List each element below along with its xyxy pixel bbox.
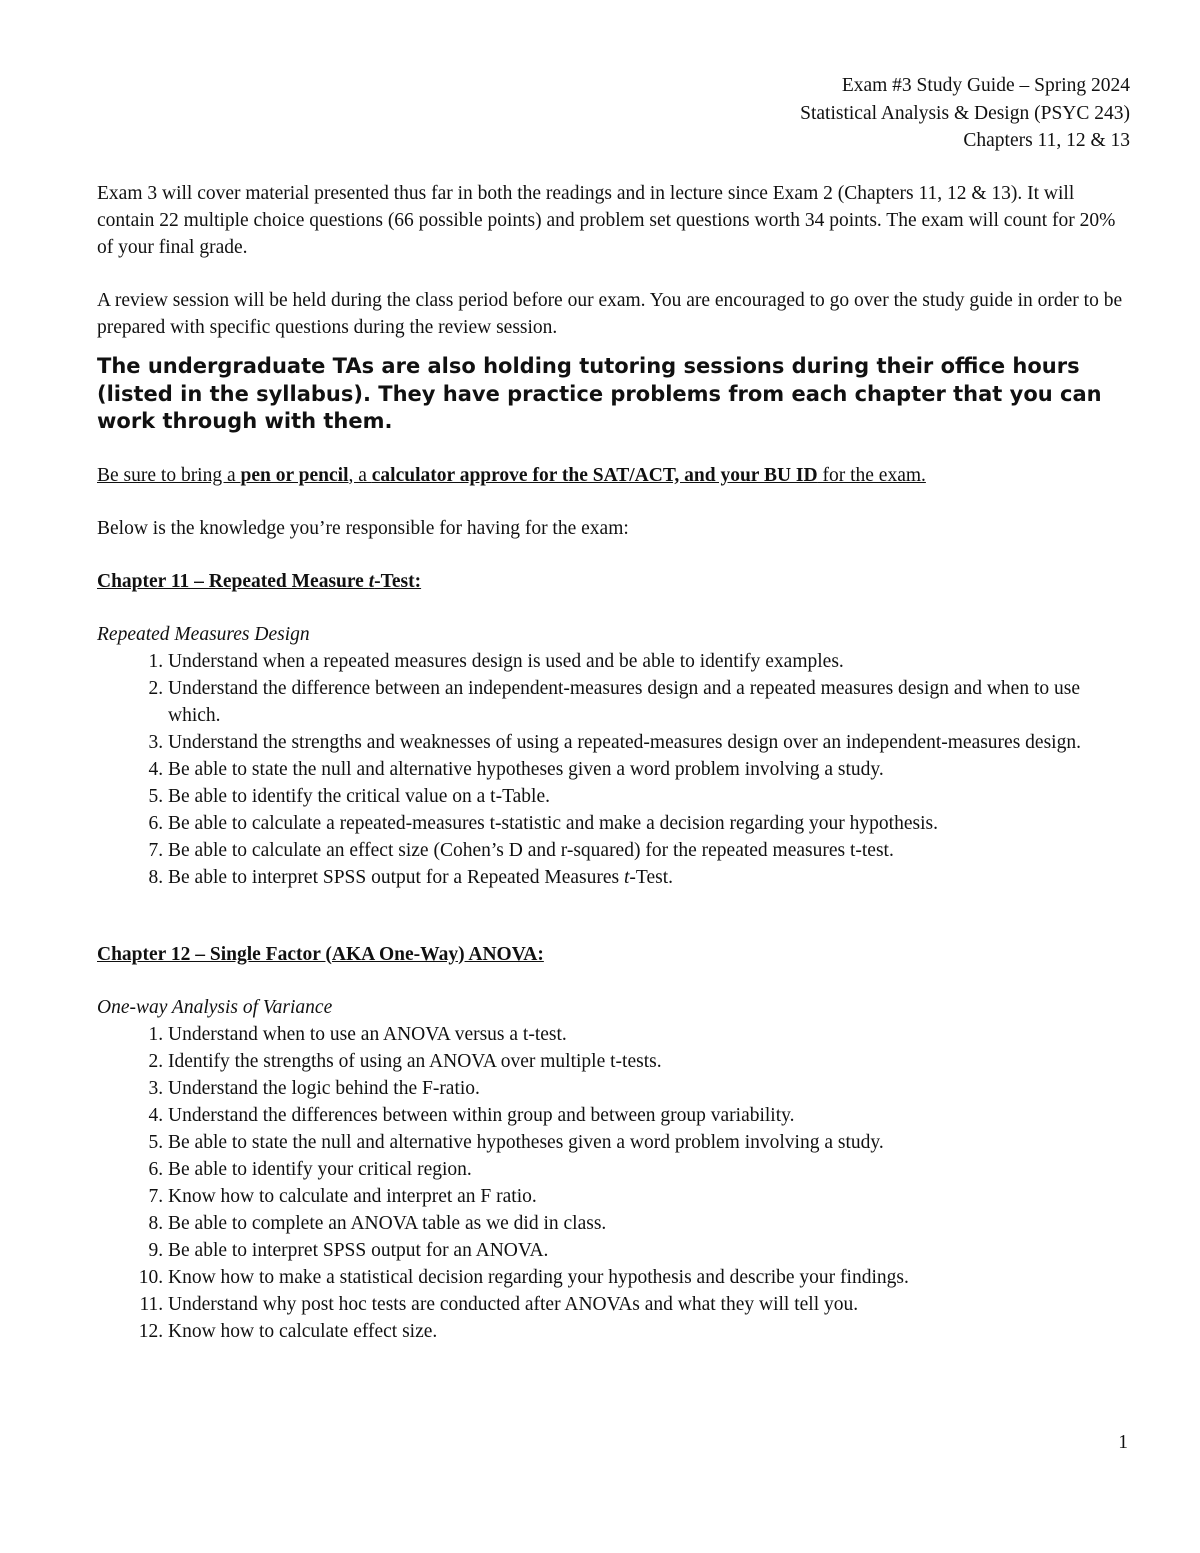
bring-text-3: for the exam. bbox=[817, 464, 926, 486]
bring-text-2: , a bbox=[348, 464, 372, 486]
list-item: 8. Be able to complete an ANOVA table as we did in class. bbox=[168, 1210, 1127, 1237]
list-item: 6. Be able to calculate a repeated-measures t-statistic and make a decision regarding your hypothesis. bbox=[168, 810, 1127, 837]
list-item: 7. Be able to calculate an effect size (Cohen’s D and r-squared) for the repeated measures t-test. bbox=[168, 837, 1127, 864]
document-header bbox=[800, 72, 1130, 155]
chapter-11-list bbox=[97, 648, 1127, 891]
list-item: 2. Understand the difference between an independent-measures design and a repeated measures design and when to use which. bbox=[168, 675, 1127, 729]
list-item: 1. Understand when a repeated measures design is used and be able to identify examples. bbox=[168, 648, 1127, 675]
list-item: 11. Understand why post hoc tests are conducted after ANOVAs and what they will tell you. bbox=[168, 1291, 1127, 1318]
review-session-paragraph: A review session will be held during the class period before our exam. You are encouraged to go over the study guide in order to be prepared with specific questions during the review session. bbox=[97, 290, 1123, 338]
list-item: 10. Know how to make a statistical decision regarding your hypothesis and describe your findings. bbox=[168, 1264, 1127, 1291]
list-item: 4. Be able to state the null and alternative hypotheses given a word problem involving a study. bbox=[168, 756, 1127, 783]
bring-calculator-id: calculator approve for the SAT/ACT, and your BU ID bbox=[371, 464, 818, 486]
knowledge-intro: Below is the knowledge you’re responsible for having for the exam: bbox=[97, 517, 629, 539]
bring-pen-pencil: pen or pencil bbox=[240, 464, 349, 486]
intro-paragraph: Exam 3 will cover material presented thus far in both the readings and in lecture since Exam 2 (Chapters 11, 12 & 13). It will contain 22 multiple choice questions (66 possible points) and problem set questions worth 34 points. The exam will count for 20% of your final grade. bbox=[97, 183, 1116, 258]
list-item: 2. Identify the strengths of using an ANOVA over multiple t-tests. bbox=[168, 1048, 1127, 1075]
chapter-11-heading bbox=[97, 568, 1127, 595]
list-item: 9. Be able to interpret SPSS output for an ANOVA. bbox=[168, 1237, 1127, 1264]
page-number: 1 bbox=[1118, 1432, 1128, 1453]
list-item: 3. Understand the logic behind the F-ratio. bbox=[168, 1075, 1127, 1102]
document-body bbox=[97, 180, 1127, 1345]
chapter-11-heading-suffix: -Test: bbox=[374, 570, 422, 592]
chapter-11-heading-italic: t bbox=[368, 570, 375, 592]
chapter-12-heading: Chapter 12 – Single Factor (AKA One-Way) ANOVA: bbox=[97, 943, 544, 965]
list-item bbox=[168, 864, 1127, 891]
item-8-prefix: Be able to interpret SPSS output for a Repeated Measures bbox=[168, 866, 624, 888]
chapter-12-subheading: One-way Analysis of Variance bbox=[97, 996, 333, 1018]
header-chapters: Chapters 11, 12 & 13 bbox=[963, 130, 1130, 151]
chapter-11-heading-prefix: Chapter 11 – Repeated Measure bbox=[97, 570, 369, 592]
item-8-suffix: -Test. bbox=[629, 866, 673, 888]
list-item: 5. Be able to state the null and alternative hypotheses given a word problem involving a study. bbox=[168, 1129, 1127, 1156]
list-item: 6. Be able to identify your critical region. bbox=[168, 1156, 1127, 1183]
bring-text-1: Be sure to bring a bbox=[97, 464, 241, 486]
header-exam-title: Exam #3 Study Guide – Spring 2024 bbox=[841, 75, 1130, 96]
list-item: 5. Be able to identify the critical value on a t-Table. bbox=[168, 783, 1127, 810]
list-item: 4. Understand the differences between within group and between group variability. bbox=[168, 1102, 1127, 1129]
chapter-12-list bbox=[97, 1021, 1127, 1345]
list-item: 1. Understand when to use an ANOVA versus a t-test. bbox=[168, 1021, 1127, 1048]
item-8-italic: t bbox=[623, 866, 630, 888]
list-item: 7. Know how to calculate and interpret an F ratio. bbox=[168, 1183, 1127, 1210]
tutoring-notice: The undergraduate TAs are also holding tutoring sessions during their office hours (listed in the syllabus). They have practice problems from each chapter that you can work through with them. bbox=[97, 354, 1102, 433]
list-item: 12. Know how to calculate effect size. bbox=[168, 1318, 1127, 1345]
chapter-11-subheading: Repeated Measures Design bbox=[97, 623, 310, 645]
list-item: 3. Understand the strengths and weaknesses of using a repeated-measures design over an independent-measures design. bbox=[168, 729, 1127, 756]
bring-items-line bbox=[97, 462, 1127, 489]
header-course-title: Statistical Analysis & Design (PSYC 243) bbox=[800, 102, 1130, 124]
